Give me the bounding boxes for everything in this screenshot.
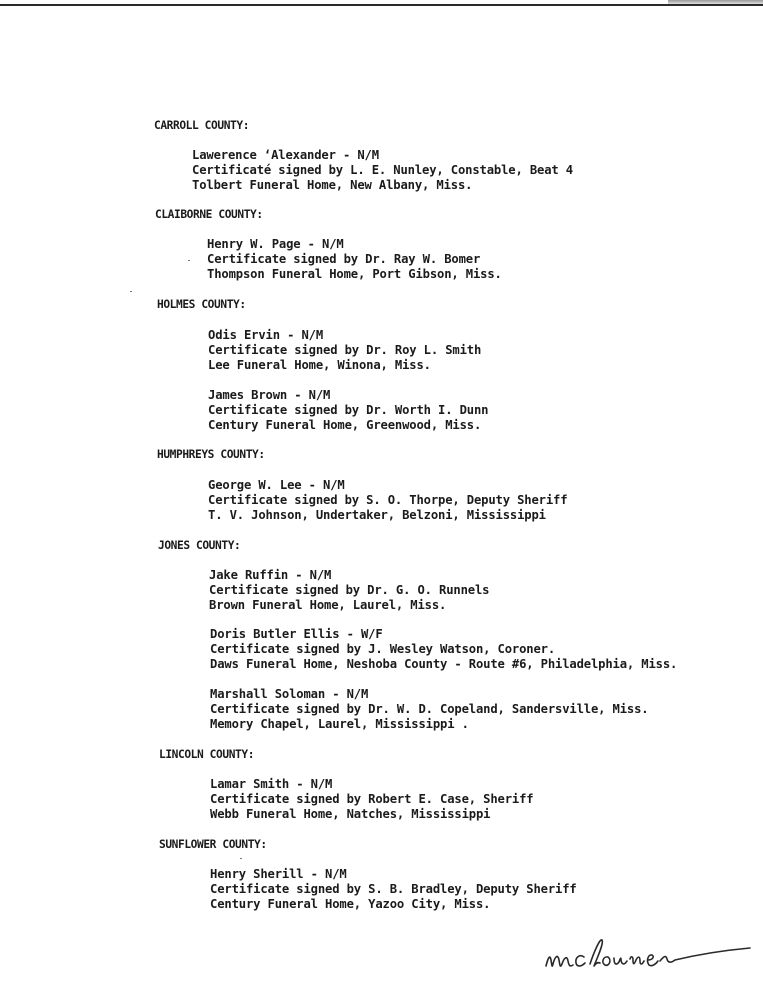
record-certificate-line: Certificate signed by Robert E. Case, Sheriff <box>210 792 534 806</box>
record-name-line: Odis Ervin - N/M <box>208 328 323 342</box>
record-certificate-line: Certificate signed by J. Wesley Watson, Coroner. <box>210 642 555 656</box>
death-record <box>208 478 567 523</box>
top-edge-shadow <box>668 0 763 4</box>
record-funeral-line: Century Funeral Home, Yazoo City, Miss. <box>210 897 491 911</box>
record-certificate-line: Certificate signed by Dr. Ray W. Bomer <box>207 252 481 266</box>
record-name-line: Jake Ruffin - N/M <box>209 568 332 582</box>
death-record <box>208 388 488 433</box>
record-funeral-line: Brown Funeral Home, Laurel, Miss. <box>209 598 447 612</box>
record-certificate-line: Certificate signed by Dr. Roy L. Smith <box>208 343 482 357</box>
death-record <box>210 627 677 672</box>
county-heading: SUNFLOWER COUNTY: <box>159 838 267 851</box>
scan-speck <box>130 291 132 292</box>
death-record <box>210 687 648 732</box>
record-funeral-line: Century Funeral Home, Greenwood, Miss. <box>208 418 482 432</box>
record-funeral-line: Tolbert Funeral Home, New Albany, Miss. <box>192 178 473 192</box>
death-record <box>210 777 533 822</box>
record-funeral-line: Webb Funeral Home, Natches, Mississippi <box>210 807 491 821</box>
record-certificate-line: Certificate signed by Dr. W. D. Copeland, Sandersville, Miss. <box>210 702 649 716</box>
death-record <box>210 867 577 912</box>
record-funeral-line: Thompson Funeral Home, Port Gibson, Miss. <box>207 267 502 281</box>
record-funeral-line: Lee Funeral Home, Winona, Miss. <box>208 358 431 372</box>
record-certificate-line: Certificate signed by Dr. G. O. Runnels <box>209 583 490 597</box>
death-record <box>209 568 489 613</box>
record-funeral-line: T. V. Johnson, Undertaker, Belzoni, Mississippi <box>208 508 546 522</box>
top-rule <box>0 4 763 6</box>
death-record <box>207 237 502 282</box>
record-name-line: Doris Butler Ellis - W/F <box>210 627 383 641</box>
record-certificate-line: Certificaté signed by L. E. Nunley, Constable, Beat 4 <box>192 163 573 177</box>
death-record <box>192 148 573 193</box>
handwritten-signature <box>540 930 755 980</box>
record-certificate-line: Certificate signed by S. O. Thorpe, Deputy Sheriff <box>208 493 568 507</box>
county-heading: CARROLL COUNTY: <box>154 119 250 132</box>
county-heading: CLAIBORNE COUNTY: <box>155 208 263 221</box>
record-name-line: Marshall Soloman - N/M <box>210 687 369 701</box>
record-name-line: Henry W. Page - N/M <box>207 237 344 251</box>
record-funeral-line: Daws Funeral Home, Neshoba County - Route #6, Philadelphia, Miss. <box>210 657 678 671</box>
scan-speck <box>240 858 242 859</box>
record-name-line: Henry Sherill - N/M <box>210 867 347 881</box>
record-name-line: Lamar Smith - N/M <box>210 777 333 791</box>
county-heading: HUMPHREYS COUNTY: <box>157 448 265 461</box>
record-funeral-line: Memory Chapel, Laurel, Mississippi . <box>210 717 469 731</box>
scan-speck <box>188 260 190 261</box>
county-heading: LINCOLN COUNTY: <box>159 748 255 761</box>
record-name-line: James Brown - N/M <box>208 388 331 402</box>
record-certificate-line: Certificate signed by S. B. Bradley, Deputy Sheriff <box>210 882 577 896</box>
record-name-line: Lawerence ‘Alexander - N/M <box>192 148 379 162</box>
death-record <box>208 328 481 373</box>
record-certificate-line: Certificate signed by Dr. Worth I. Dunn <box>208 403 489 417</box>
county-heading: JONES COUNTY: <box>158 539 241 552</box>
county-heading: HOLMES COUNTY: <box>157 298 246 311</box>
record-name-line: George W. Lee - N/M <box>208 478 345 492</box>
